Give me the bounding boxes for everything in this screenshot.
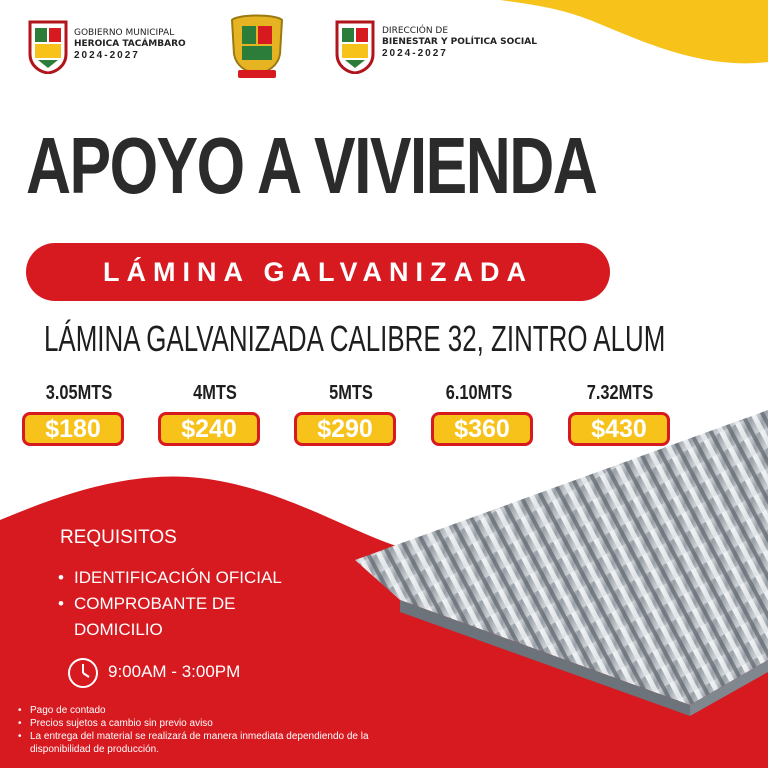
price-badge-2: $240 — [158, 412, 260, 446]
banner-pill — [26, 243, 610, 301]
coat-of-arms-icon — [228, 14, 286, 80]
municipal-shield-icon — [28, 20, 68, 74]
price-badge-3: $290 — [294, 412, 396, 446]
price-badge-1: $180 — [22, 412, 124, 446]
logo-left-line2: HEROICA TACÁMBARO — [74, 39, 186, 49]
logo-center — [228, 14, 286, 84]
size-label-4: 6.10MTS — [445, 382, 513, 404]
hours-icon-wrap — [66, 656, 100, 694]
size-label-5: 7.32MTS — [586, 382, 654, 404]
footnote-item: • Pago de contado — [18, 704, 418, 717]
requirements-title: REQUISITOS — [60, 527, 177, 548]
logo-left — [28, 20, 68, 78]
requirements-list — [58, 565, 324, 643]
hours-text: 9:00AM - 3:00PM — [108, 662, 241, 681]
size-label-2: 4MTS — [193, 382, 237, 404]
footnotes-list — [18, 704, 418, 756]
size-label-1: 3.05MTS — [45, 382, 113, 404]
footnote-item: • Precios sujetos a cambio sin previo aviso — [18, 717, 418, 730]
clock-icon — [66, 656, 100, 690]
logo-right — [335, 20, 375, 78]
page-title: APOYO A VIVIENDA — [26, 121, 597, 210]
requirement-item: • COMPROBANTE DE DOMICILIO — [58, 591, 324, 643]
footnote-item: • La entrega del material se realizará de manera inmediata dependiendo de la disponibilidad de producción. — [18, 730, 418, 756]
banner-text: LÁMINA GALVANIZADA — [103, 257, 533, 287]
logo-left-years: 2024-2027 — [74, 50, 140, 61]
product-subtitle: LÁMINA GALVANIZADA CALIBRE 32, ZINTRO ALUM — [44, 318, 666, 359]
municipal-shield-icon — [335, 20, 375, 74]
price-badge-4: $360 — [431, 412, 533, 446]
price-badge-5: $430 — [568, 412, 670, 446]
logo-right-line2: BIENESTAR Y POLÍTICA SOCIAL — [382, 37, 537, 47]
requirement-item: • IDENTIFICACIÓN OFICIAL — [58, 565, 324, 591]
logo-left-line1: GOBIERNO MUNICIPAL — [74, 28, 175, 38]
logo-right-line1: DIRECCIÓN DE — [382, 26, 449, 36]
size-label-3: 5MTS — [329, 382, 373, 404]
logo-right-years: 2024-2027 — [382, 48, 448, 59]
